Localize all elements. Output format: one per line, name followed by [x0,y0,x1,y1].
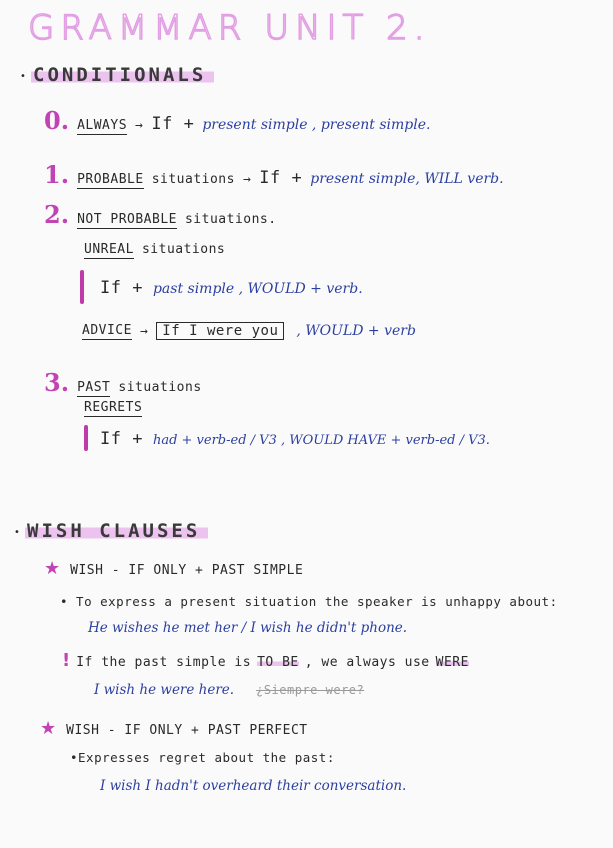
number-three: 3. [44,368,70,397]
note-pre: If the past simple is [76,655,252,670]
advice-box: If I were you [156,322,284,340]
unreal-label: UNREAL [84,242,134,257]
wish-past-perfect-title: WISH - IF ONLY + PAST PERFECT [66,723,308,738]
unreal-rest: situations [141,242,226,257]
conditionals-heading-row [20,64,214,86]
second-label: NOT PROBABLE [77,212,177,227]
zero-conditional-row [44,106,430,135]
wish-example-1: He wishes he met her / I wish he didn't phone. [88,620,408,636]
arrow-icon: → [135,118,144,133]
third-rule-if: If + [100,429,143,449]
highlight-bar [84,425,88,451]
exclamation-icon: ! [62,650,71,671]
number-two: 2. [44,200,70,229]
zero-rule-if: If + [151,114,195,134]
regrets-row [84,396,142,415]
third-rule: had + verb-ed / V3 , WOULD HAVE + verb-ed / V3. [152,433,490,448]
star-icon: ★ [44,558,61,579]
wish-heading: WISH CLAUSES [25,520,208,542]
note-strike: TO BE [257,655,299,670]
first-rule: present simple, WILL verb. [310,171,504,187]
bullet-dot: • [20,71,26,82]
regrets-label: REGRETS [84,400,143,415]
unreal-row [84,242,225,259]
arrow-icon: → [139,323,149,339]
second-rest: situations. [184,212,277,227]
advice-label: ADVICE [82,322,132,338]
wish-heading-row [14,520,208,542]
wish-example-2-strike: ¿Siempre were? [256,683,365,697]
wish-past-perfect-row [40,718,308,739]
wish-example-3: I wish I hadn't overheard their conversation. [100,778,407,794]
star-icon: ★ [40,718,57,739]
wish-past-simple-bullet: • To express a present situation the speaker is unhappy about: [60,594,558,609]
third-conditional-row [44,368,202,397]
arrow-icon: → [242,172,252,187]
conditionals-heading: CONDITIONALS [31,64,214,86]
number-one: 1. [44,160,70,189]
third-label: PAST [77,380,111,395]
advice-rule: , WOULD + verb [296,323,416,339]
wish-past-simple-row [44,558,303,579]
highlight-bar [80,270,84,304]
wish-past-perfect-bullet: •Expresses regret about the past: [70,750,335,765]
third-rest: situations [118,380,202,395]
second-rule: past simple , WOULD + verb. [152,281,363,297]
third-rule-row [100,429,490,449]
note-were: WERE [435,655,469,670]
page-title: GRAMMAR UNIT 2. [28,8,431,48]
first-conditional-row [44,160,504,189]
zero-rule: present simple , present simple. [202,117,431,133]
wish-example-2: I wish he were here. [94,682,235,698]
wish-note-row [62,650,469,671]
number-zero: 0. [44,106,70,135]
zero-label: ALWAYS [77,118,128,133]
advice-row [82,322,416,340]
first-label: PROBABLE [77,172,144,187]
bullet-dot: • [14,527,20,538]
note-post: , we always use [304,655,430,670]
wish-example-2-row [94,682,364,698]
first-rest: situations [151,172,235,187]
second-conditional-row [44,200,277,229]
first-rule-if: If + [259,168,303,188]
second-rule-row [100,278,363,298]
second-rule-if: If + [100,278,143,298]
wish-past-simple-title: WISH - IF ONLY + PAST SIMPLE [70,563,304,578]
